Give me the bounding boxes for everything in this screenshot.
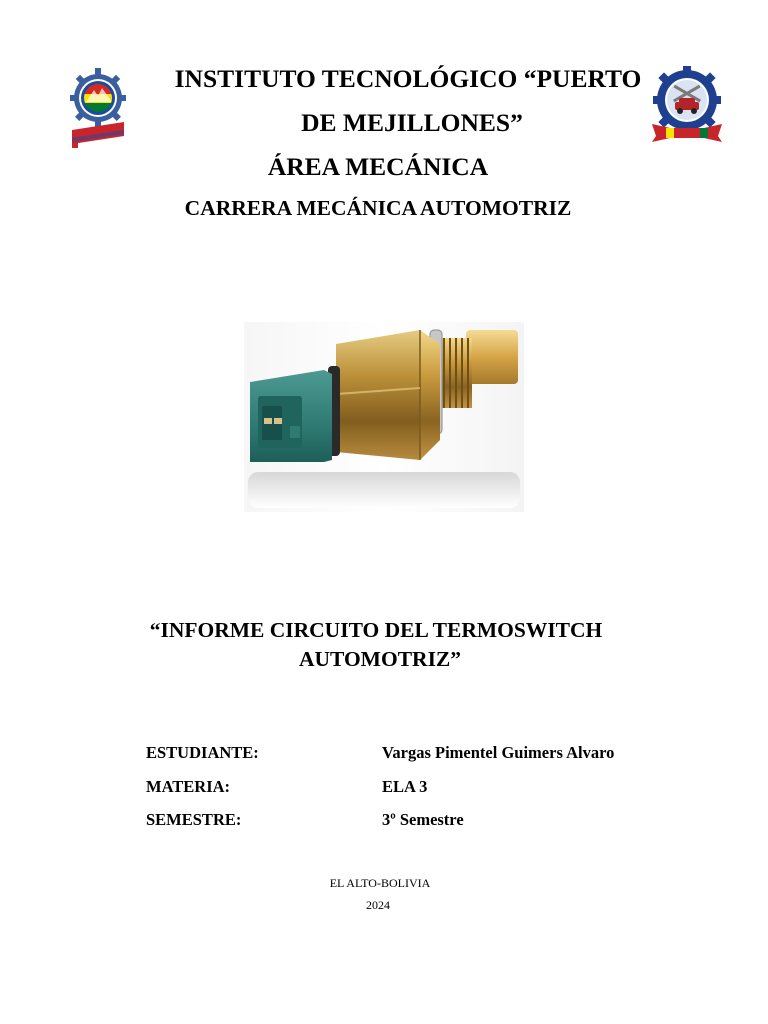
footer-place: EL ALTO-BOLIVIA: [329, 876, 431, 890]
subject-value: ELA 3: [382, 777, 428, 796]
report-title-line-1: “INFORME CIRCUITO DEL TERMOSWITCH: [149, 618, 603, 642]
student-label: ESTUDIANTE:: [146, 743, 259, 762]
area-title: ÁREA MECÁNICA: [267, 152, 489, 181]
temperature-switch-sensor-image: [244, 322, 524, 512]
footer-year: 2024: [366, 898, 390, 912]
mechanics-area-emblem-icon: [648, 66, 726, 146]
student-value: Vargas Pimentel Guimers Alvaro: [382, 743, 615, 762]
career-title: CARRERA MECÁNICA AUTOMOTRIZ: [184, 196, 572, 220]
subject-label: MATERIA:: [146, 777, 231, 796]
institute-title-line-2: DE MEJILLONES”: [301, 108, 523, 137]
semester-value: 3º Semestre: [382, 810, 464, 829]
institute-title-line-1: INSTITUTO TECNOLÓGICO “PUERTO: [174, 64, 642, 93]
institute-gear-logo-icon: [68, 64, 126, 150]
report-title-line-2: AUTOMOTRIZ”: [298, 647, 462, 671]
semester-label: SEMESTRE:: [146, 810, 242, 829]
